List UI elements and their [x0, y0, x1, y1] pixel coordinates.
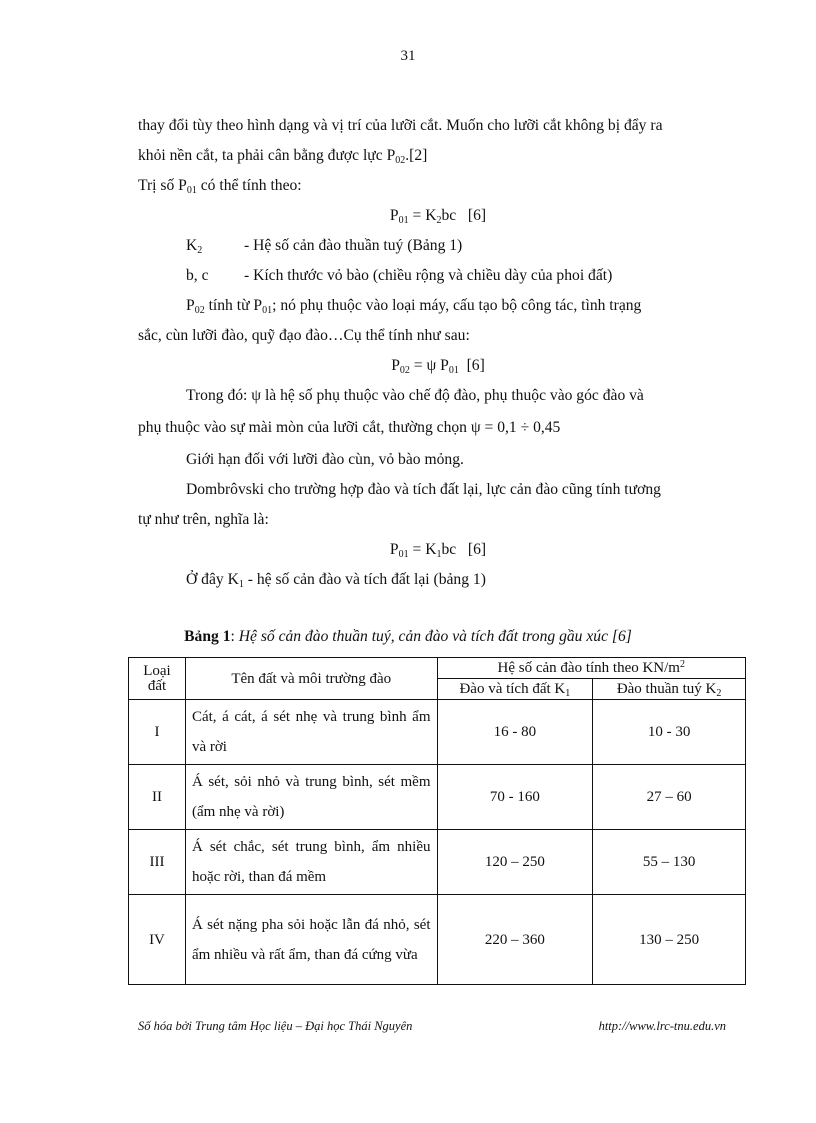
header-coefficient-group: Hệ số cản đào tính theo $KN/m^2$: [437, 658, 746, 679]
paragraph-4-line-1: Trong đó: ψ là hệ số phụ thuộc vào chế độ đào, phụ thuộc vào góc đào và: [186, 387, 644, 404]
header-k1: Đào và tích đất $K_1$: [437, 679, 593, 700]
paragraph-7: Ở đây $K_1$ - hệ số cản đào và tích đất lại (bảng 1): [186, 571, 486, 590]
soil-resistance-table: [128, 657, 746, 985]
definition-k2: $K_2$ - Hệ số cản đào thuần tuý (Bảng 1): [186, 237, 463, 256]
paragraph-1-line-1: thay đổi tùy theo hình dạng và vị trí của lưỡi cắt. Muốn cho lưỡi cắt không bị đẩy ra: [138, 117, 663, 134]
cell-k2: 55 – 130: [593, 830, 746, 895]
equation-3: $P_{01} = K_1bc$ [6]: [389, 541, 487, 560]
paragraph-6-line-2: tự như trên, nghĩa là:: [138, 511, 269, 528]
cell-soil-name: Á sét, sỏi nhỏ và trung bình, sét mềm (ẩm nhẹ và rời): [185, 765, 437, 830]
cell-soil-type: III: [129, 830, 186, 895]
cell-soil-type: IV: [129, 895, 186, 985]
cell-soil-name: Á sét chắc, sét trung bình, ẩm nhiều hoặc rời, than đá mềm: [185, 830, 437, 895]
paragraph-5: Giới hạn đối với lưỡi đào cùn, vỏ bào mỏng.: [186, 451, 464, 468]
cell-soil-name: Á sét nặng pha sỏi hoặc lẫn đá nhỏ, sét ẩm nhiều và rất ẩm, than đá cứng vừa: [185, 895, 437, 985]
paragraph-6-line-1: Dombrôvski cho trường hợp đào và tích đất lại, lực cản đào cũng tính tương: [186, 481, 661, 498]
header-soil-name: Tên đất và môi trường đào: [185, 658, 437, 700]
cell-soil-name: Cát, á cát, á sét nhẹ và trung bình ẩm và rời: [185, 700, 437, 765]
table-row: [129, 700, 746, 765]
definition-bc: b, c - Kích thước vỏ bào (chiều rộng và chiều dày của phoi đất): [186, 267, 613, 284]
cell-soil-type: II: [129, 765, 186, 830]
cell-k1: 120 – 250: [437, 830, 593, 895]
paragraph-3-line-2: sắc, cùn lưỡi đào, quỹ đạo đào…Cụ thể tính như sau:: [138, 327, 470, 344]
header-soil-type: Loại đất: [129, 658, 186, 700]
footer-source: Số hóa bởi Trung tâm Học liệu – Đại học Thái Nguyên: [138, 1019, 413, 1033]
cell-k1: 70 - 160: [437, 765, 593, 830]
cell-soil-type: I: [129, 700, 186, 765]
equation-1: $P_{01} = K_2bc$ [6]: [389, 207, 487, 226]
equation-2: $P_{02} = \psi$ $P_{01}$ [6]: [391, 357, 485, 376]
cell-k2: 10 - 30: [593, 700, 746, 765]
paragraph-3-line-1: $P_{02}$ tính từ $P_{01}$; nó phụ thuộc vào loại máy, cấu tạo bộ công tác, tình trạng: [186, 297, 642, 316]
table-row: [129, 830, 746, 895]
table-caption: Bảng 1: Hệ số cản đào thuần tuý, cản đào và tích đất trong gầu xúc [6]: [184, 628, 632, 645]
cell-k2: 27 – 60: [593, 765, 746, 830]
footer-url[interactable]: http://www.lrc-tnu.edu.vn: [598, 1019, 726, 1033]
paragraph-1-line-2: khỏi nền cắt, ta phải cân bằng được lực $P_{02}.[2]$: [138, 147, 428, 166]
paragraph-2: Trị số $P_{01}$ có thể tính theo:: [138, 177, 302, 196]
cell-k1: 16 - 80: [437, 700, 593, 765]
cell-k1: 220 – 360: [437, 895, 593, 985]
table-row: [129, 895, 746, 985]
table-row: [129, 765, 746, 830]
cell-k2: 130 – 250: [593, 895, 746, 985]
paragraph-4-line-2: phụ thuộc vào sự mài mòn của lưỡi cắt, thường chọn ψ = 0,1 ÷ 0,45: [138, 419, 561, 436]
header-k2: Đào thuần tuý $K_2$: [593, 679, 746, 700]
page-number: 31: [400, 48, 416, 64]
